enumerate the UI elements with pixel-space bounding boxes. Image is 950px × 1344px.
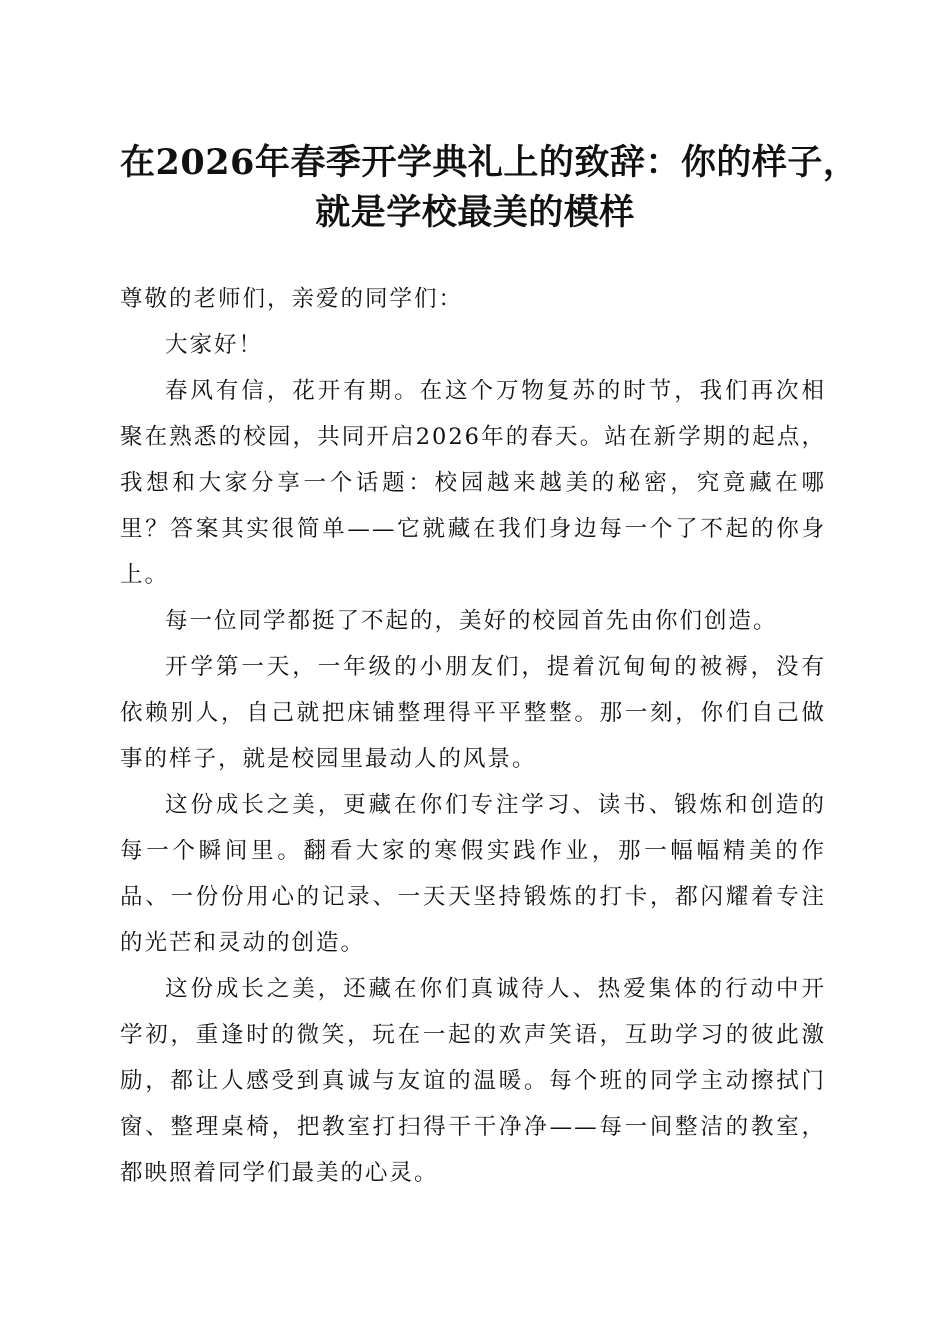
salutation: 尊敬的老师们，亲爱的同学们： [120, 286, 464, 312]
title-line-1: 在2026年春季开学典礼上的致辞：你的样子， [120, 142, 859, 183]
title-line-2: 就是学校最美的模样 [315, 192, 635, 233]
paragraph-intro: 春风有信，花开有期。在这个万物复苏的时节，我们再次相聚在熟悉的校园，共同开启2026年的春天。站在新学期的起点，我想和大家分享一个话题：校园越来越美的秘密，究竟藏在哪里？答案其实很简单——它就藏在我们身边每一个了不起的你身上。 [120, 378, 826, 588]
document-title [120, 138, 859, 238]
paragraph-first-day: 开学第一天，一年级的小朋友们，提着沉甸甸的被褥，没有依赖别人，自己就把床铺整理得平平整整。那一刻，你们自己做事的样子，就是校园里最动人的风景。 [120, 654, 826, 772]
paragraph-thesis: 每一位同学都挺了不起的，美好的校园首先由你们创造。 [165, 608, 778, 634]
paragraph-greeting: 大家好！ [165, 332, 264, 358]
paragraph-learning: 这份成长之美，更藏在你们专注学习、读书、锻炼和创造的每一个瞬间里。翻看大家的寒假实践作业，那一幅幅精美的作品、一份份用心的记录、一天天坚持锻炼的打卡，都闪耀着专注的光芒和灵动的创造。 [120, 792, 826, 956]
document-body [120, 276, 826, 1196]
paragraph-collective: 这份成长之美，还藏在你们真诚待人、热爱集体的行动中开学初，重逢时的微笑，玩在一起的欢声笑语，互助学习的彼此激励，都让人感受到真诚与友谊的温暖。每个班的同学主动擦拭门窗、整理桌椅，把教室打扫得干干净净——每一间整洁的教室，都映照着同学们最美的心灵。 [120, 976, 826, 1186]
